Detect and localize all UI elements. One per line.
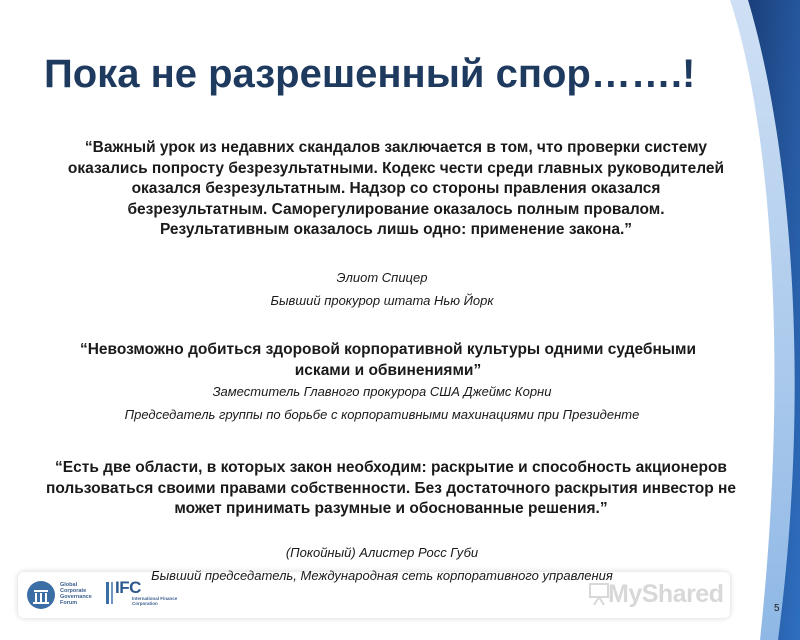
gcgf-logo-text: Global Corporate Governance Forum (60, 582, 92, 606)
quote-2-text: “Невозможно добиться здоровой корпоративной культуры одними судебными исками и обвинениями” (79, 341, 697, 379)
quote-1-position: Бывший прокурор штата Нью Йорк (270, 293, 494, 308)
quote-1-author: Элиот Спицер (336, 270, 428, 285)
quote-3-author: (Покойный) Алистер Росс Губи (285, 545, 479, 560)
ifc-logo-text: International Finance Corporation (132, 596, 178, 606)
gcgf-logo-icon (26, 580, 56, 610)
page-number: 5 (774, 603, 780, 614)
title-exclamation: ! (681, 52, 696, 96)
quote-3-position: Бывший председатель, Международная сеть корпоративного управления (151, 568, 613, 583)
ifc-logo-label: IFC (115, 578, 141, 597)
quote-1-text: “Важный урок из недавних скандалов заключается в том, что проверки систему оказались попросту безрезультатными. Кодекс чести среди главных руководителей оказался безрезультатным. Надзор со стороны правления оказался безрезультатным. Саморегулирование оказалось полным провалом. Результативным оказалось лишь одно: применение закона.” (67, 139, 725, 238)
slide-title: Пока не разрешенный спор…….! (44, 52, 696, 96)
quote-2-position: Председатель группы по борьбе с корпоративными махинациями при Президенте (124, 407, 640, 422)
watermark-text: MyShared (608, 580, 724, 608)
quote-3-text: “Есть две области, в которых закон необходим: раскрытие и способность акционеров пользоваться своими правами собственности. Без достаточного раскрытия инвестор не может принимать разумные и обоснованные решения.” (45, 459, 737, 517)
presentation-board-icon (588, 582, 610, 606)
quote-2-author: Заместитель Главного прокурора США Джеймс Корни (212, 384, 552, 399)
